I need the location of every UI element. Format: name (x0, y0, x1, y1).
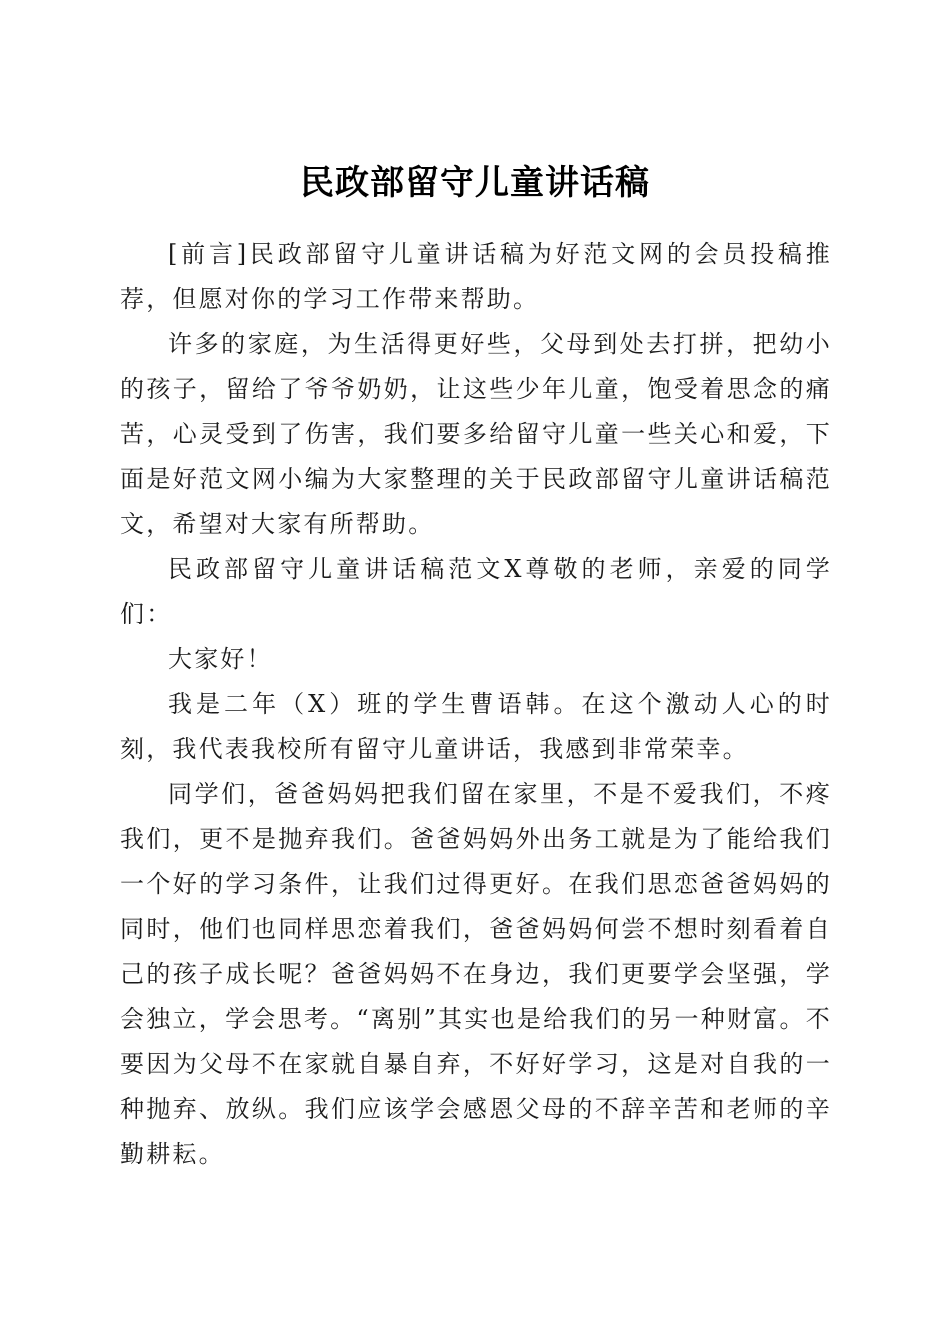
paragraph-greeting: 大家好！ (168, 645, 273, 673)
paragraph-self-introduction: 我是二年（X）班的学生曹语韩。在这个激动人心的时刻，我代表我校所有留守儿童讲话，我感到非常荣幸。 (120, 690, 832, 763)
paragraph-main-speech: 同学们，爸爸妈妈把我们留在家里，不是不爱我们，不疼我们，更不是抛弃我们。爸爸妈妈外出务工就是为了能给我们一个好的学习条件，让我们过得更好。在我们思恋爸爸妈妈的同时，他们也同样思恋着我们，爸爸妈妈何尝不想时刻看着自己的孩子成长呢？爸爸妈妈不在身边，我们更要学会坚强，学会独立，学会思考。“离别”其实也是给我们的另一种财富。不要因为父母不在家就自暴自弃，不好好学习，这是对自我的一种抛弃、放纵。我们应该学会感恩父母的不辞辛苦和老师的辛勤耕耘。 (120, 780, 832, 1168)
paragraph-preface: [前言]民政部留守儿童讲话稿为好范文网的会员投稿推荐，但愿对你的学习工作带来帮助。 (120, 240, 832, 313)
paragraph-intro: 许多的家庭，为生活得更好些，父母到处去打拼，把幼小的孩子，留给了爷爷奶奶，让这些少年儿童，饱受着思念的痛苦，心灵受到了伤害，我们要多给留守儿童一些关心和爱，下面是好范文网小编为大家整理的关于民政部留守儿童讲话稿范文，希望对大家有所帮助。 (120, 330, 832, 538)
paragraph-salutation: 民政部留守儿童讲话稿范文X尊敬的老师，亲爱的同学们： (120, 555, 832, 628)
document-body (120, 232, 832, 1177)
document-title: 民政部留守儿童讲话稿 (300, 162, 650, 203)
